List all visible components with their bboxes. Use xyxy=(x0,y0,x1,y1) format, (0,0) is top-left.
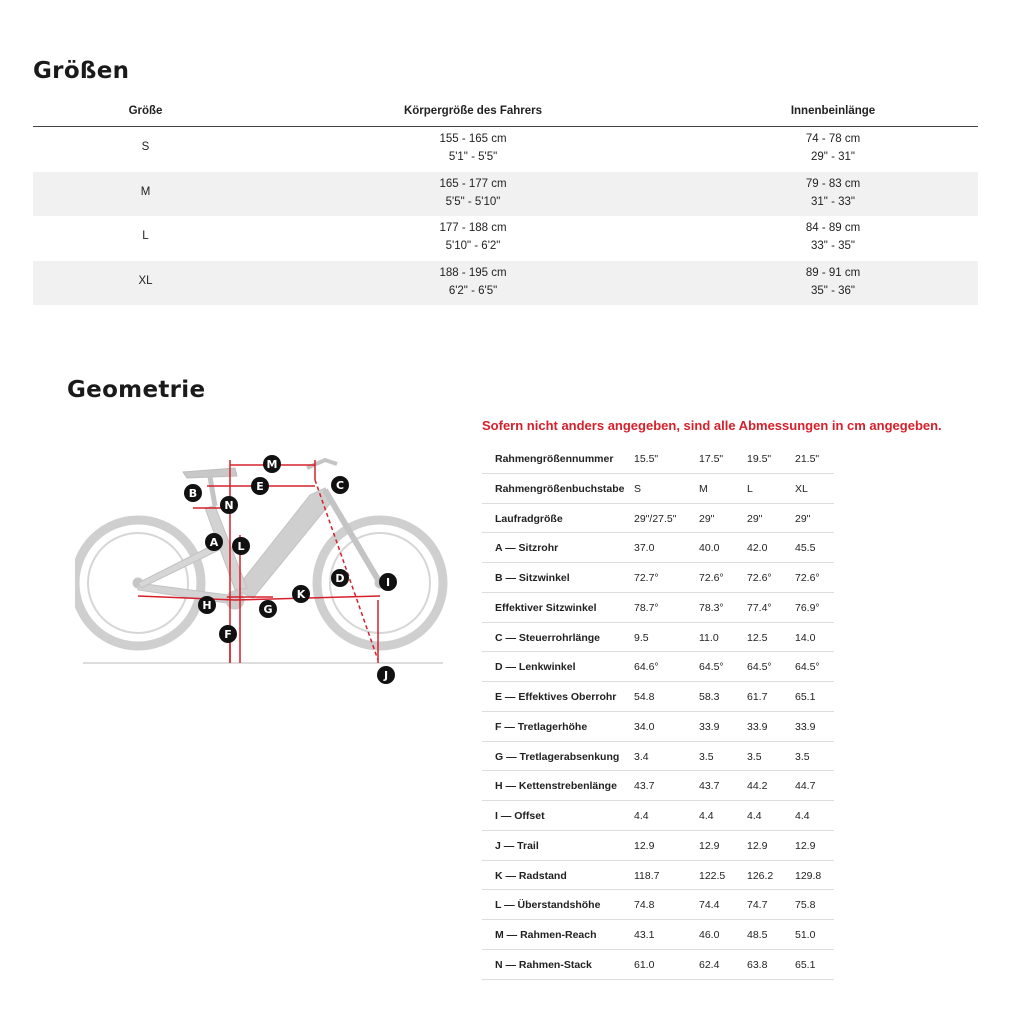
geometry-heading: Geometrie xyxy=(67,377,206,403)
table-row xyxy=(482,652,834,682)
value-xl: 64.5° xyxy=(795,661,820,674)
value-m: 43.7 xyxy=(699,780,720,793)
inseam-in-cell: 29" - 31" xyxy=(811,151,855,163)
marker-l xyxy=(232,537,250,555)
table-row xyxy=(482,504,834,534)
value-s: 61.0 xyxy=(634,958,655,971)
marker-g xyxy=(259,600,277,618)
size-cell: S xyxy=(141,141,150,153)
value-l: 74.7 xyxy=(747,899,768,912)
row-label: G — Tretlagerabsenkung xyxy=(495,750,620,763)
row-label: Effektiver Sitzwinkel xyxy=(495,601,597,614)
value-m: 78.3° xyxy=(699,601,724,614)
row-label: B — Sitzwinkel xyxy=(495,572,570,584)
table-row xyxy=(482,801,834,831)
value-l: 126.2 xyxy=(747,869,774,882)
table-row xyxy=(482,533,834,563)
table-row xyxy=(482,861,834,891)
height-cm-cell: 188 - 195 cm xyxy=(439,266,507,279)
value-l: 44.2 xyxy=(747,780,768,793)
svg-text:I: I xyxy=(385,576,391,589)
value-l: 63.8 xyxy=(747,958,768,971)
value-l: 29" xyxy=(747,512,763,525)
svg-text:E: E xyxy=(256,480,264,493)
value-m: 62.4 xyxy=(699,958,720,971)
value-xl: 29" xyxy=(795,512,811,525)
row-label: Rahmengrößennummer xyxy=(495,453,614,465)
inseam-cm-cell: 74 - 78 cm xyxy=(805,133,861,145)
measurement-markers xyxy=(184,455,397,684)
value-s: S xyxy=(634,482,642,495)
row-label: L — Überstandshöhe xyxy=(495,899,601,912)
value-xl: 3.5 xyxy=(795,750,810,763)
svg-text:M: M xyxy=(266,458,278,471)
value-s: 43.1 xyxy=(634,929,655,941)
row-label: K — Radstand xyxy=(495,869,567,882)
value-s: 3.4 xyxy=(634,750,649,763)
value-m: 72.6° xyxy=(699,572,724,584)
height-in-cell: 6'2" - 6'5" xyxy=(448,284,498,297)
value-m: 12.9 xyxy=(699,839,720,852)
value-l: 72.6° xyxy=(747,572,772,584)
value-l: 64.5° xyxy=(747,661,772,674)
geometry-units-note: Sofern nicht anders angegeben, sind alle Abmessungen in cm angegeben. xyxy=(482,418,942,433)
row-label: Rahmengrößenbuchstabe xyxy=(495,482,625,495)
value-s: 78.7° xyxy=(634,601,659,614)
inseam-in-cell: 35" - 36" xyxy=(811,284,855,297)
value-s: 4.4 xyxy=(634,810,649,822)
value-m: M xyxy=(699,482,708,495)
svg-text:J: J xyxy=(383,669,389,682)
marker-k xyxy=(292,585,310,603)
header-size: Größe xyxy=(128,105,163,117)
marker-d xyxy=(331,569,349,587)
marker-f xyxy=(219,625,237,643)
table-row xyxy=(482,771,834,801)
svg-text:G: G xyxy=(263,603,273,616)
value-l: 12.5 xyxy=(747,631,768,644)
svg-text:K: K xyxy=(296,588,306,601)
value-m: 40.0 xyxy=(699,542,720,555)
value-xl: 45.5 xyxy=(795,542,816,555)
value-m: 4.4 xyxy=(699,810,714,822)
marker-e xyxy=(251,477,269,495)
value-xl: 72.6° xyxy=(795,572,820,584)
value-l: 61.7 xyxy=(747,691,768,703)
value-s: 29"/27.5" xyxy=(634,512,677,525)
height-cm-cell: 155 - 165 cm xyxy=(439,133,507,145)
value-xl: 76.9° xyxy=(795,601,820,614)
marker-h xyxy=(198,596,216,614)
table-row xyxy=(482,623,834,653)
inseam-in-cell: 33" - 35" xyxy=(811,240,855,252)
table-row xyxy=(482,950,834,980)
table-row xyxy=(482,593,834,623)
table-row xyxy=(482,444,834,474)
value-s: 74.8 xyxy=(634,899,655,912)
value-s: 9.5 xyxy=(634,631,649,644)
table-row xyxy=(482,742,834,772)
height-cm-cell: 165 - 177 cm xyxy=(439,177,507,190)
table-row xyxy=(482,920,834,950)
value-xl: 14.0 xyxy=(795,631,816,644)
svg-text:F: F xyxy=(224,628,232,641)
row-label: E — Effektives Oberrohr xyxy=(495,691,617,703)
table-row xyxy=(33,172,978,217)
value-m: 29" xyxy=(699,512,715,525)
value-m: 122.5 xyxy=(699,869,726,882)
header-inseam: Innenbeinlänge xyxy=(790,105,876,117)
row-label: N — Rahmen-Stack xyxy=(495,958,592,971)
table-row xyxy=(33,127,978,172)
table-row xyxy=(482,712,834,742)
table-row xyxy=(482,831,834,861)
geometry-table xyxy=(482,444,834,980)
height-in-cell: 5'1" - 5'5" xyxy=(448,151,498,163)
svg-text:A: A xyxy=(209,536,219,549)
value-l: 42.0 xyxy=(747,542,768,555)
size-cell: XL xyxy=(138,274,153,287)
value-m: 17.5" xyxy=(699,453,724,465)
value-xl: 33.9 xyxy=(795,720,816,733)
value-l: 12.9 xyxy=(747,839,768,852)
svg-text:D: D xyxy=(335,572,345,585)
marker-i xyxy=(379,573,397,591)
table-row xyxy=(482,890,834,920)
sizes-table xyxy=(33,100,978,305)
value-xl: 44.7 xyxy=(795,780,816,793)
value-s: 54.8 xyxy=(634,691,655,703)
value-xl: 51.0 xyxy=(795,929,816,941)
row-label: A — Sitzrohr xyxy=(495,542,559,555)
marker-a xyxy=(205,533,223,551)
inseam-cm-cell: 79 - 83 cm xyxy=(805,177,861,190)
value-l: 3.5 xyxy=(747,750,762,763)
inseam-cm-cell: 89 - 91 cm xyxy=(805,266,861,279)
value-m: 74.4 xyxy=(699,899,720,912)
table-row xyxy=(33,216,978,261)
value-xl: 65.1 xyxy=(795,958,816,971)
value-m: 3.5 xyxy=(699,750,714,763)
value-s: 12.9 xyxy=(634,839,655,852)
row-label: J — Trail xyxy=(495,839,539,852)
inseam-in-cell: 31" - 33" xyxy=(811,195,855,208)
row-label: M — Rahmen-Reach xyxy=(495,929,597,941)
value-l: 48.5 xyxy=(747,929,768,941)
row-label: H — Kettenstrebenlänge xyxy=(495,780,617,793)
marker-c xyxy=(331,476,349,494)
svg-text:C: C xyxy=(335,479,345,492)
bike-geometry-diagram xyxy=(75,450,455,690)
value-xl: XL xyxy=(795,482,808,495)
svg-text:B: B xyxy=(188,487,198,500)
svg-text:N: N xyxy=(224,499,234,512)
row-label: I — Offset xyxy=(495,810,545,822)
value-xl: 12.9 xyxy=(795,839,816,852)
value-m: 11.0 xyxy=(699,631,719,644)
marker-b xyxy=(184,484,202,502)
value-s: 15.5" xyxy=(634,453,659,465)
height-cm-cell: 177 - 188 cm xyxy=(439,222,507,234)
row-label: F — Tretlagerhöhe xyxy=(495,720,588,733)
svg-text:L: L xyxy=(237,540,245,553)
value-m: 46.0 xyxy=(699,929,720,941)
value-l: 19.5" xyxy=(747,453,772,465)
row-label: D — Lenkwinkel xyxy=(495,661,576,674)
marker-j xyxy=(377,666,395,684)
value-xl: 65.1 xyxy=(795,691,816,703)
value-s: 37.0 xyxy=(634,542,655,555)
value-xl: 75.8 xyxy=(795,899,816,912)
svg-text:H: H xyxy=(202,599,212,612)
value-l: L xyxy=(747,482,753,495)
height-in-cell: 5'5" - 5'10" xyxy=(445,195,501,208)
value-s: 43.7 xyxy=(634,780,655,793)
header-rider-height: Körpergröße des Fahrers xyxy=(403,105,543,117)
inseam-cm-cell: 84 - 89 cm xyxy=(805,222,861,234)
marker-m xyxy=(263,455,281,473)
size-cell: M xyxy=(140,185,151,198)
value-l: 77.4° xyxy=(747,601,772,614)
value-s: 64.6° xyxy=(634,661,659,674)
marker-n xyxy=(220,496,238,514)
value-s: 72.7° xyxy=(634,572,659,584)
sizes-heading: Größen xyxy=(33,58,130,84)
value-m: 64.5° xyxy=(699,661,724,674)
value-xl: 129.8 xyxy=(795,869,822,882)
value-m: 33.9 xyxy=(699,720,720,733)
value-xl: 21.5" xyxy=(795,453,820,465)
value-l: 33.9 xyxy=(747,720,768,733)
sizes-table-header xyxy=(33,100,978,127)
size-cell: L xyxy=(142,230,149,242)
row-label: C — Steuerrohrlänge xyxy=(495,631,601,644)
table-row xyxy=(33,261,978,306)
value-s: 118.7 xyxy=(634,869,660,882)
value-s: 34.0 xyxy=(634,720,655,733)
row-label: Laufradgröße xyxy=(495,512,563,525)
table-row xyxy=(482,474,834,504)
table-row xyxy=(482,682,834,712)
table-row xyxy=(482,563,834,593)
value-xl: 4.4 xyxy=(795,810,810,822)
value-m: 58.3 xyxy=(699,691,720,703)
height-in-cell: 5'10" - 6'2" xyxy=(445,240,501,252)
value-l: 4.4 xyxy=(747,810,762,822)
